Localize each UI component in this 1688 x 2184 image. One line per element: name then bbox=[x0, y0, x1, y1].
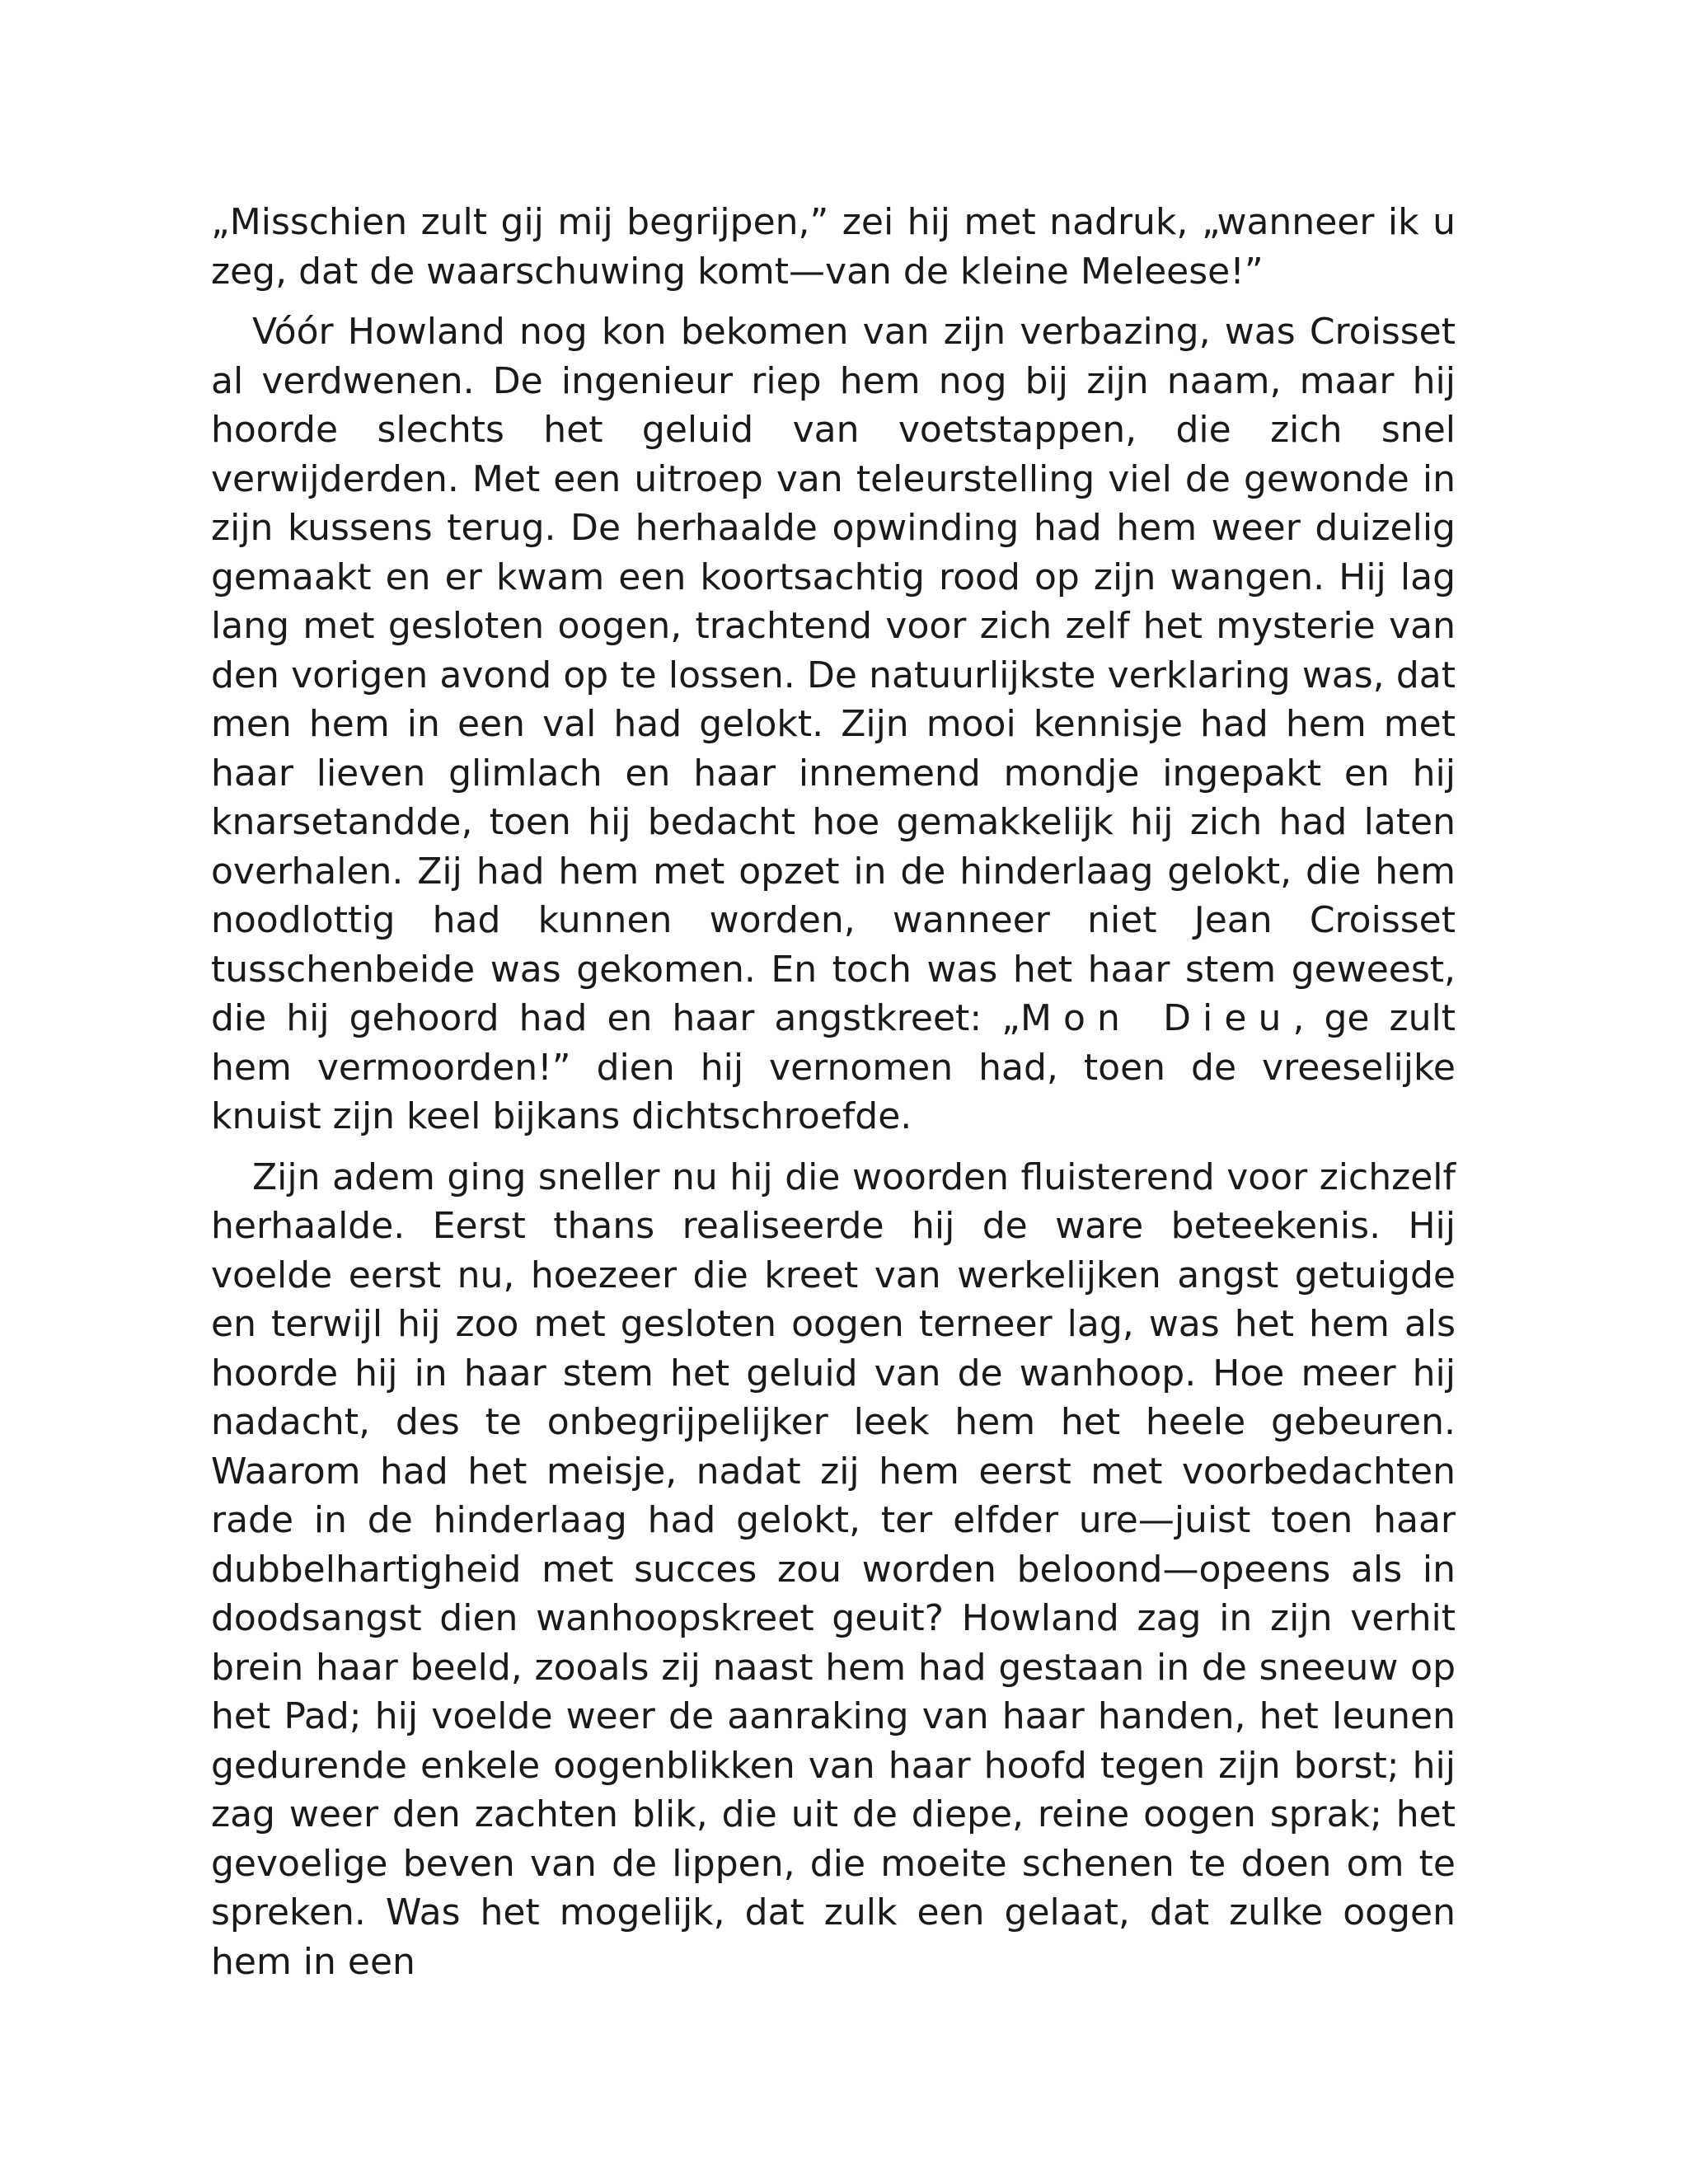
paragraph-3-text: Zijn adem ging sneller nu hij die woorden fluisterend voor zichzelf herhaalde. Eerst thans realiseerde hij de ware beteekenis. Hij voelde eerst nu, hoezeer die kreet van werkelijken angst getuigde en terwijl hij zoo met gesloten oogen terneer lag, was het hem als hoorde hij in haar stem het geluid van de wanhoop. Hoe meer hij nadacht, des te onbegrijpelijker leek hem het heele gebeuren. Waarom had het meisje, nadat zij hem eerst met voorbedachten rade in de hinderlaag had gelokt, ter elfder ure—juist toen haar dubbelhartigheid met succes zou worden beloond—opeens als in doodsangst dien wanhoopskreet geuit? Howland zag in zijn verhit brein haar beeld, zooals zij naast hem had gestaan in de sneeuw op het Pad; hij voelde weer de aanraking van haar handen, het leunen gedurende enkele oogenblikken van haar hoofd tegen zijn borst; hij zag weer den zachten blik, die uit de diepe, reine oogen sprak; het gevoelige beven van de lippen, die moeite schenen te doen om te spreken. Was het mogelijk, dat zulk een gelaat, dat zulke oogen hem in een bbox=[211, 1155, 1456, 1983]
paragraph-2-text-after: , ge zult hem vermoorden!” dien hij vernomen had, toen de vreeselijke knuist zijn keel bijkans dichtschroefde. bbox=[211, 997, 1456, 1137]
spaced-phrase: Mon Dieu bbox=[1020, 997, 1293, 1039]
paragraph-3 bbox=[211, 1153, 1456, 1987]
book-page bbox=[211, 198, 1456, 1998]
paragraph-1 bbox=[211, 198, 1456, 296]
paragraph-2 bbox=[211, 307, 1456, 1141]
paragraph-2-text: Vóór Howland nog kon bekomen van zijn verbazing, was Croisset al verdwenen. De ingenieur riep hem nog bij zijn naam, maar hij hoorde slechts het geluid van voetstappen, die zich snel verwijderden. Met een uitroep van teleurstelling viel de gewonde in zijn kussens terug. De herhaalde opwinding had hem weer duizelig gemaakt en er kwam een koortsachtig rood op zijn wangen. Hij lag lang met gesloten oogen, trachtend voor zich zelf het mysterie van den vorigen avond op te lossen. De natuurlijkste verklaring was, dat men hem in een val had gelokt. Zijn mooi kennisje had hem met haar lieven glimlach en haar innemend mondje ingepakt en hij knarsetandde, toen hij bedacht hoe gemakkelijk hij zich had laten overhalen. Zij had hem met opzet in de hinderlaag gelokt, die hem noodlottig had kunnen worden, wanneer niet Jean Croisset tusschenbeide was gekomen. En toch was het haar stem geweest, die hij gehoord had en haar angstkreet: „ bbox=[211, 311, 1456, 1039]
paragraph-1-text: „Misschien zult gij mij begrijpen,” zei hij met nadruk, „wanneer ik u zeg, dat de waarschuwing komt—van de kleine Meleese!” bbox=[211, 201, 1456, 293]
